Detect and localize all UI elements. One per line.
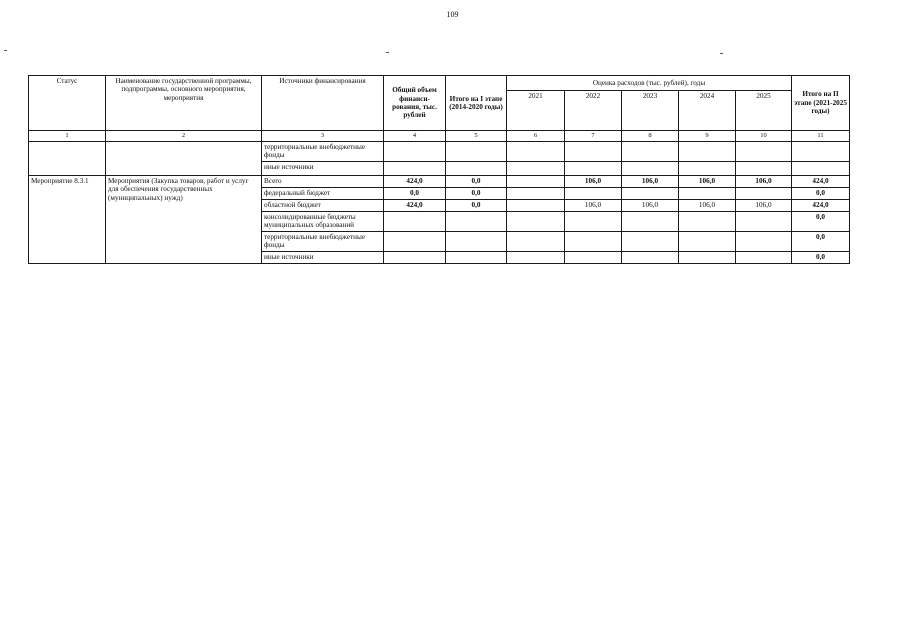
column-number: 7 (565, 131, 622, 142)
total-cell: 424,0 (384, 199, 446, 211)
header-year-2024: 2024 (679, 91, 736, 131)
measure-status: Мероприятие 8.3.1 (29, 175, 106, 263)
status-cell (29, 161, 106, 175)
column-number: 10 (736, 131, 792, 142)
y2021-cell (507, 199, 565, 211)
y2025-cell (736, 187, 792, 199)
total-cell: 424,0 (384, 175, 446, 187)
source-cell: областной бюджет (262, 199, 384, 211)
total-cell: 0,0 (384, 187, 446, 199)
y2023-cell (622, 231, 679, 251)
y2022-cell: 106,0 (565, 175, 622, 187)
header-name: Наименование государственной программы, подпрограммы, основного мероприятия, мероприятия (106, 76, 262, 131)
y2023-cell: 106,0 (622, 175, 679, 187)
y2023-cell (622, 211, 679, 231)
y2022-cell (565, 187, 622, 199)
header-row-top (29, 76, 850, 91)
stage1-cell: 0,0 (446, 199, 507, 211)
stage2-cell: 0,0 (792, 251, 850, 263)
y2025-cell: 106,0 (736, 199, 792, 211)
source-cell: территориальные внебюджетные фонды (262, 231, 384, 251)
stage1-cell: 0,0 (446, 175, 507, 187)
table-row (29, 175, 850, 187)
total-cell (384, 251, 446, 263)
header-year-2023: 2023 (622, 91, 679, 131)
name-cell (106, 142, 262, 162)
column-number: 5 (446, 131, 507, 142)
y2024-cell (679, 187, 736, 199)
total-cell (384, 211, 446, 231)
scan-speck (386, 52, 389, 53)
header-year-2022: 2022 (565, 91, 622, 131)
source-cell: федеральный бюджет (262, 187, 384, 199)
column-number-row (29, 131, 850, 142)
stage1-cell (446, 251, 507, 263)
header-year-2025: 2025 (736, 91, 792, 131)
y2021-cell (507, 231, 565, 251)
stage1-cell: 0,0 (446, 187, 507, 199)
status-cell (29, 142, 106, 162)
column-number: 11 (792, 131, 850, 142)
table-row (29, 142, 850, 162)
y2021-cell (507, 187, 565, 199)
header-total: Общий объем финанси-рования, тыс. рублей (384, 76, 446, 131)
y2024-cell (679, 211, 736, 231)
table-row (29, 161, 850, 175)
page-number: 109 (446, 10, 459, 19)
source-cell: иные источники (262, 161, 384, 175)
y2025-cell (736, 231, 792, 251)
column-number: 3 (262, 131, 384, 142)
y2025-cell (736, 251, 792, 263)
header-estimate: Оценка расходов (тыс. рублей), годы (507, 76, 792, 91)
y2025-cell (736, 211, 792, 231)
y2024-cell: 106,0 (679, 199, 736, 211)
y2023-cell: 106,0 (622, 199, 679, 211)
stage2-cell: 424,0 (792, 199, 850, 211)
header-year-2021: 2021 (507, 91, 565, 131)
y2024-cell: 106,0 (679, 175, 736, 187)
column-number: 2 (106, 131, 262, 142)
source-cell: территориальные внебюджетные фонды (262, 142, 384, 162)
y2022-cell (565, 251, 622, 263)
header-status: Статус (29, 76, 106, 131)
y2023-cell (622, 251, 679, 263)
stage2-cell: 424,0 (792, 175, 850, 187)
column-number: 6 (507, 131, 565, 142)
financing-table (28, 75, 850, 264)
scan-speck (720, 53, 723, 54)
column-number: 8 (622, 131, 679, 142)
y2023-cell (622, 187, 679, 199)
column-number: 9 (679, 131, 736, 142)
total-cell (384, 231, 446, 251)
stage1-cell (446, 211, 507, 231)
y2022-cell: 106,0 (565, 199, 622, 211)
stage2-cell: 0,0 (792, 231, 850, 251)
column-number: 1 (29, 131, 106, 142)
name-cell (106, 161, 262, 175)
source-cell: Всего (262, 175, 384, 187)
header-source: Источники финансирования (262, 76, 384, 131)
stage2-cell: 0,0 (792, 211, 850, 231)
stage2-cell: 0,0 (792, 187, 850, 199)
y2024-cell (679, 231, 736, 251)
header-stage2: Итого на II этапе (2021-2025 годы) (792, 76, 850, 131)
stage1-cell (446, 231, 507, 251)
y2022-cell (565, 211, 622, 231)
source-cell: консолидированные бюджеты муниципальных образований (262, 211, 384, 231)
scan-speck (4, 50, 7, 51)
source-cell: иные источники (262, 251, 384, 263)
y2021-cell (507, 211, 565, 231)
measure-name: Мероприятия (Закупка товаров, работ и услуг для обеспечения государственных (муниципальных) нужд) (106, 175, 262, 263)
header-stage1: Итого на I этапе (2014-2020 годы) (446, 76, 507, 131)
y2022-cell (565, 231, 622, 251)
y2021-cell (507, 175, 565, 187)
y2025-cell: 106,0 (736, 175, 792, 187)
y2024-cell (679, 251, 736, 263)
y2021-cell (507, 251, 565, 263)
column-number: 4 (384, 131, 446, 142)
